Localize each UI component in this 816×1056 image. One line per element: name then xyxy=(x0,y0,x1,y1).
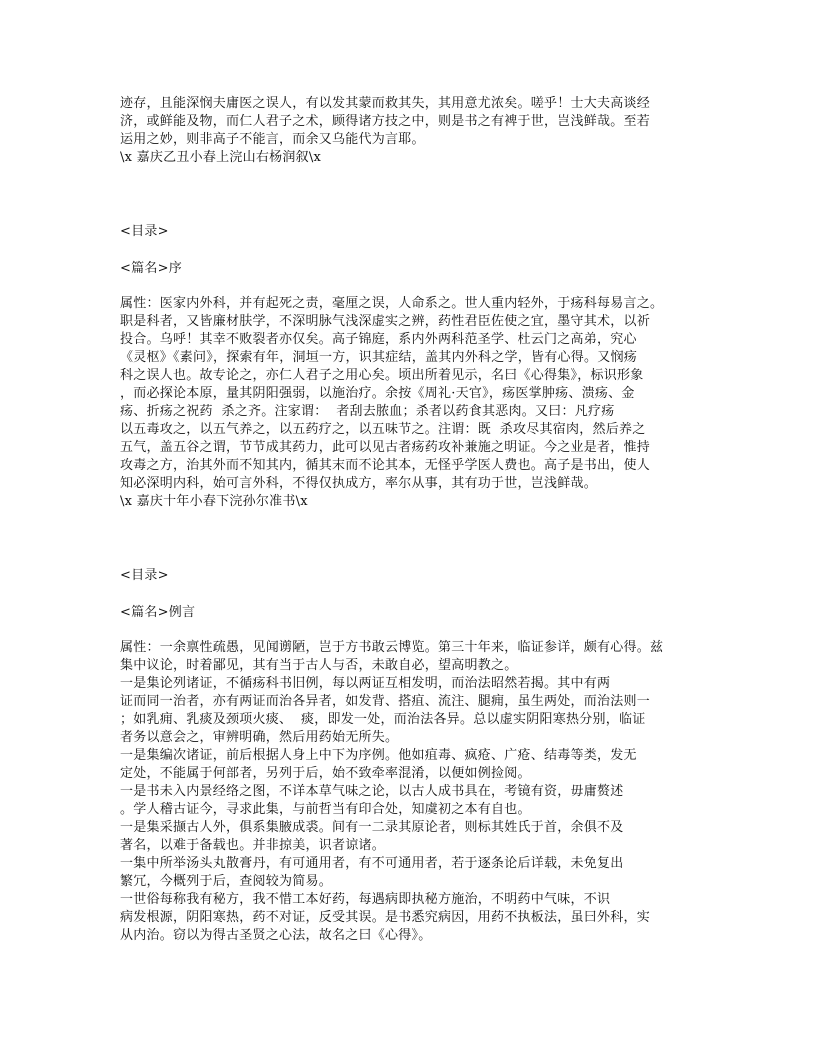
section-title: <篇名>序 xyxy=(120,261,183,276)
paragraph-line: 投合。乌呼！其幸不败裂者亦仅矣。高子锦庭，系内外两科范圣学、杜云门之高弟，究心 xyxy=(120,332,637,347)
paragraph-line: 职是科者，又皆廉材肤学，不深明脉气浅深虚实之辨，药性君臣佐使之宜，墨守其术，以祈 xyxy=(120,314,651,329)
paragraph-line: 者务以意会之，审辨明确，然后用药始无所失。 xyxy=(120,730,399,745)
paragraph-line: 一世俗每称我有秘方，我不惜工本好药，每遇病即执秘方施治，不明药中气味，不识 xyxy=(120,892,611,907)
paragraph-line: 运用之妙，则非高子不能言，而余又乌能代为言耶。 xyxy=(120,132,425,147)
paragraph-line: 以五毒攻之，以五气养之，以五药疗之，以五味节之。注谓：既 杀攻尽其宿肉，然后养之 xyxy=(120,422,646,437)
paragraph-line: 。学人稽古证今，寻求此集，与前哲当有印合处，知虞初之本有自也。 xyxy=(120,802,531,817)
paragraph-line: 疡、折疡之祝药 杀之齐。注家谓： 者刮去脓血；杀者以药食其恶肉。又曰：凡疗疡 xyxy=(120,404,615,419)
paragraph-line: 集中议论，时着鄙见，其有当于古人与否，未敢自必，望高明教之。 xyxy=(120,658,518,673)
paragraph-line: 科之误人也。故专论之，亦仁人君子之用心矣。顷出所着见示，名曰《心得集》，标识形象 xyxy=(120,368,644,383)
paragraph-line: 繁冗，今概列于后，查阅较为简易。 xyxy=(120,874,333,889)
paragraph-line: 攻毒之方，治其外而不知其内，循其末而不论其本，无怪乎学医人费也。高子是书出，使人 xyxy=(120,458,651,473)
paragraph-line: ；如乳痈、乳痰及颈项火痰、 痰，即发一处，而治法各异。总以虚实阴阳寒热分别，临证 xyxy=(120,712,646,727)
paragraph-line: 五气，盖五谷之谓，节节成其药力，此可以见古者疡药攻补兼施之明证。今之业是者，惟持 xyxy=(120,440,651,455)
paragraph-line: 一是集编次诸证，前后根据人身上中下为序例。他如疽毒、疯疮、广疮、结毒等类，发无 xyxy=(120,748,637,763)
paragraph-line: 从内治。窃以为得古圣贤之心法，故名之曰《心得》。 xyxy=(120,928,432,943)
signature-line: \x 嘉庆乙丑小春上浣山右杨润叙\x xyxy=(120,150,322,165)
paragraph-line: 属性：医家内外科，并有起死之责，毫厘之误，人命系之。世人重内轻外，于疡科每易言之。 xyxy=(120,296,664,311)
paragraph-line: 迹存，且能深悯夫庸医之误人，有以发其蒙而救其失，其用意尤浓矣。嗟乎！士大夫高谈经 xyxy=(120,96,651,111)
paragraph-line: 济，或鲜能及物，而仁人君子之术，顾得诸方技之中，则是书之有裨于世，岂浅鲜哉。至若 xyxy=(120,114,651,129)
paragraph-line: 一是集采撷古人外，俱系集腋成裘。间有一二录其原论者，则标其姓氏于首，余俱不及 xyxy=(120,820,624,835)
paragraph-line: 知必深明内科，始可言外科，不得仅执成方，率尔从事，其有功于世，岂浅鲜哉。 xyxy=(120,476,598,491)
paragraph-line: 著名，以难于备载也。并非掠美，识者谅诸。 xyxy=(120,838,386,853)
paragraph-line: 病发根源，阴阳寒热，药不对证，反受其误。是书悉究病因，用药不执板法，虽曰外科，实 xyxy=(120,910,651,925)
toc-label: <目录> xyxy=(120,568,169,583)
paragraph-line: 一集中所举汤头丸散膏丹，有可通用者，有不可通用者，若于逐条论后详载，未免复出 xyxy=(120,856,624,871)
paragraph-line: 定处，不能属于何部者，另列于后，始不致牵率混淆，以便如例捡阅。 xyxy=(120,766,531,781)
signature-line: \x 嘉庆十年小春下浣孙尔准书\x xyxy=(120,494,308,509)
paragraph-line: 《灵枢》《素问》，探索有年，洞垣一方，识其症结，盖其内外科之学，皆有心得。又悯疡 xyxy=(120,350,638,365)
paragraph-line: 一是书未入内景经络之图，不详本草气味之论，以古人成书具在，考镜有资，毋庸赘述 xyxy=(120,784,624,799)
paragraph-line: 证而同一治者，亦有两证而治各异者，如发背、搭疽、流注、腿痈，虽生两处，而治法则一 xyxy=(120,694,651,709)
paragraph-line: ，而必探论本原，量其阴阳强弱，以施治疗。余按《周礼·天官》，疡医掌肿疡、溃疡、金 xyxy=(120,386,635,401)
paragraph-line: 一是集论列诸证，不循疡科书旧例，每以两证互相发明，而治法昭然若揭。其中有两 xyxy=(120,676,611,691)
section-title: <篇名>例言 xyxy=(120,605,196,620)
paragraph-line: 属性：一余禀性疏愚，见闻谫陋，岂于方书敢云博览。第三十年来，临证参详，颇有心得。兹 xyxy=(120,640,664,655)
toc-label: <目录> xyxy=(120,224,169,239)
